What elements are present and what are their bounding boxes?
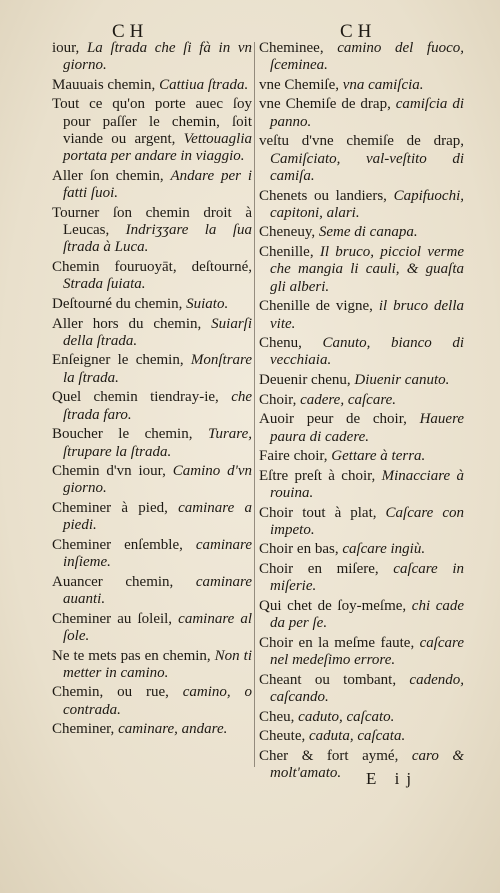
dictionary-entry bbox=[259, 224, 464, 241]
dictionary-entry bbox=[52, 684, 252, 719]
dictionary-entry bbox=[259, 244, 464, 296]
italian-translation: Caſcare con impeto. bbox=[270, 504, 464, 538]
french-term: Deſtourné du chemin, bbox=[52, 295, 183, 312]
italian-translation: Monſtrare la ſtrada. bbox=[63, 352, 252, 386]
french-term: Choir en bas, bbox=[259, 541, 339, 558]
dictionary-entry bbox=[259, 468, 464, 503]
italian-translation: Camino d'vn giorno. bbox=[63, 463, 253, 497]
french-term: Eſtre preſt à choir, bbox=[259, 467, 376, 484]
french-term: Cheminer enſemble, bbox=[52, 536, 183, 553]
italian-translation: camiſcia di panno. bbox=[270, 96, 465, 130]
italian-translation: caro & molt'amato. bbox=[270, 747, 465, 782]
italian-translation: Hauere paura di cadere. bbox=[270, 411, 465, 445]
dictionary-entry bbox=[52, 721, 252, 738]
italian-translation: Suiato. bbox=[186, 295, 229, 312]
dictionary-entry bbox=[259, 635, 464, 670]
italian-translation: caduta, caſcata. bbox=[309, 728, 406, 745]
italian-translation: chi cade da per ſe. bbox=[270, 597, 465, 632]
italian-translation: Minacciare à rouina. bbox=[270, 467, 464, 501]
dictionary-entry bbox=[259, 709, 464, 726]
dictionary-entry bbox=[259, 40, 464, 75]
italian-translation: Gettare à terra. bbox=[331, 448, 426, 465]
french-term: Auoir peur de choir, bbox=[259, 411, 407, 428]
french-term: Faire choir, bbox=[259, 448, 328, 465]
italian-translation: vna camiſcia. bbox=[342, 76, 424, 93]
french-term: Cheminer au ſoleil, bbox=[52, 610, 173, 627]
french-term: Choir, bbox=[259, 391, 297, 408]
dictionary-entry bbox=[52, 77, 252, 94]
french-term: vne Chemiſe, bbox=[259, 76, 339, 93]
italian-translation: Andare per i fatti ſuoi. bbox=[63, 167, 253, 202]
dictionary-entry bbox=[52, 389, 252, 424]
french-term: Choir tout à plat, bbox=[259, 504, 377, 521]
french-term: Choir en miſere, bbox=[259, 561, 379, 578]
dictionary-entry bbox=[259, 672, 464, 707]
french-term: Cheute, bbox=[259, 728, 306, 745]
left-column bbox=[52, 40, 252, 741]
french-term: Choir en la meſme faute, bbox=[259, 634, 415, 651]
dictionary-entry bbox=[52, 648, 252, 683]
italian-translation: camino del fuoco, ſceminea. bbox=[270, 40, 465, 74]
signature-mark: E ij bbox=[366, 769, 419, 788]
italian-translation: il bruco della vite. bbox=[270, 298, 464, 332]
italian-translation: Vettouaglia portata per andare in viaggio. bbox=[63, 131, 252, 165]
italian-translation: Strada ſuiata. bbox=[63, 276, 146, 293]
italian-translation: Canuto, bianco di vecchiaia. bbox=[270, 335, 465, 369]
italian-translation: Il bruco, picciol verme che mangia li cauli, & guaſta gli alberi. bbox=[270, 244, 464, 295]
italian-translation: Turare, ſtrupare la ſtrada. bbox=[63, 426, 252, 460]
dictionary-entry bbox=[259, 188, 464, 223]
dictionary-entry bbox=[52, 426, 252, 461]
dictionary-entry bbox=[259, 505, 464, 540]
dictionary-entry bbox=[52, 296, 252, 313]
french-term: Cheminer à pied, bbox=[52, 499, 168, 516]
italian-translation: cadere, caſcare. bbox=[300, 391, 397, 408]
french-term: Qui chet de ſoy-meſme, bbox=[259, 597, 407, 614]
italian-translation: caſcare in miſerie. bbox=[270, 561, 465, 595]
dictionary-entry bbox=[259, 133, 464, 185]
italian-translation: caminare auanti. bbox=[63, 573, 252, 608]
dictionary-entry bbox=[52, 611, 252, 646]
french-term: Deuenir chenu, bbox=[259, 372, 351, 389]
french-term: Tout ce qu'on porte auec ſoy pour paſſer le chemin, ſoit viande ou argent, bbox=[52, 96, 252, 148]
french-term: Chemin, ou rue, bbox=[52, 684, 169, 701]
dictionary-entry bbox=[52, 168, 252, 203]
french-term: Mauuais chemin, bbox=[52, 76, 156, 93]
french-term: Tourner ſon chemin droit à Leucas, bbox=[52, 204, 252, 239]
french-term: Cheneuy, bbox=[259, 224, 316, 241]
dictionary-entry bbox=[52, 316, 252, 351]
french-term: Chemin d'vn iour, bbox=[52, 463, 166, 480]
dictionary-entry bbox=[52, 205, 252, 257]
dictionary-entry bbox=[52, 96, 252, 165]
dictionary-entry bbox=[52, 537, 252, 572]
right-column bbox=[259, 40, 464, 785]
french-term: Aller hors du chemin, bbox=[52, 315, 202, 332]
french-term: Ne te mets pas en chemin, bbox=[52, 647, 211, 664]
dictionary-entry bbox=[259, 77, 464, 94]
italian-translation: Capifuochi, capitoni, alari. bbox=[270, 187, 464, 221]
dictionary-entry bbox=[259, 448, 464, 465]
dictionary-entry bbox=[52, 352, 252, 387]
french-term: Chemin fouruoyāt, deſtourné, bbox=[52, 259, 252, 276]
italian-translation: caminare al ſole. bbox=[63, 610, 253, 644]
dictionary-entry bbox=[259, 541, 464, 558]
french-term: veſtu d'vne chemiſe de drap, bbox=[259, 133, 464, 150]
french-term: Cher & fort aymé, bbox=[259, 747, 399, 764]
dictionary-entry bbox=[259, 335, 464, 370]
italian-translation: Diuenir canuto. bbox=[354, 372, 450, 389]
italian-translation: Camiſciato, val-veſtito di camiſa. bbox=[270, 150, 464, 184]
dictionary-entry bbox=[259, 411, 464, 446]
italian-translation: che ſtrada faro. bbox=[63, 389, 253, 423]
french-term: Chenille, bbox=[259, 244, 314, 261]
running-head-left: CH bbox=[112, 21, 149, 42]
italian-translation: Suiarſi della ſtrada. bbox=[63, 315, 252, 349]
dictionary-entry bbox=[259, 748, 464, 783]
french-term: iour, bbox=[52, 40, 80, 56]
dictionary-entry bbox=[52, 259, 252, 294]
french-term: Chenille de vigne, bbox=[259, 298, 373, 315]
italian-translation: caſcare nel medeſimo errore. bbox=[270, 634, 464, 669]
french-term: Quel chemin tiendray-ie, bbox=[52, 389, 219, 406]
italian-translation: caminare inſieme. bbox=[63, 536, 252, 571]
dictionary-entry bbox=[259, 561, 464, 596]
dictionary-entry bbox=[259, 372, 464, 389]
dictionary-entry bbox=[52, 40, 252, 75]
running-head-right: CH bbox=[340, 21, 377, 42]
italian-translation: camino, o contrada. bbox=[63, 684, 252, 718]
french-term: Cheu, bbox=[259, 708, 295, 725]
italian-translation: La ſtrada che ſi fà in vn giorno. bbox=[63, 40, 252, 74]
column-divider bbox=[254, 42, 255, 767]
french-term: Enſeigner le chemin, bbox=[52, 352, 184, 369]
dictionary-entry bbox=[259, 598, 464, 633]
french-term: Boucher le chemin, bbox=[52, 426, 193, 443]
italian-translation: Cattiua ſtrada. bbox=[159, 76, 249, 93]
dictionary-entry bbox=[52, 574, 252, 609]
dictionary-entry bbox=[52, 463, 252, 498]
dictionary-entry bbox=[259, 298, 464, 333]
french-term: Auancer chemin, bbox=[52, 573, 174, 590]
italian-translation: caſcare ingiù. bbox=[342, 541, 426, 558]
french-term: vne Chemiſe de drap, bbox=[259, 96, 391, 113]
dictionary-entry bbox=[259, 728, 464, 745]
italian-translation: Non ti metter in camino. bbox=[63, 647, 253, 681]
italian-translation: caduto, caſcato. bbox=[298, 708, 395, 725]
italian-translation: Indriʒʒare la ſua ſtrada à Luca. bbox=[63, 222, 252, 256]
dictionary-entry bbox=[259, 392, 464, 409]
french-term: Cheminer, bbox=[52, 721, 115, 738]
french-term: Cheminee, bbox=[259, 40, 324, 56]
italian-translation: Seme di canapa. bbox=[318, 224, 418, 241]
french-term: Aller ſon chemin, bbox=[52, 167, 164, 184]
dictionary-entry bbox=[52, 500, 252, 535]
italian-translation: caminare a piedi. bbox=[63, 499, 252, 534]
french-term: Chenu, bbox=[259, 335, 302, 352]
french-term: Chenets ou landiers, bbox=[259, 187, 387, 204]
dictionary-entry bbox=[259, 96, 464, 131]
italian-translation: cadendo, caſcando. bbox=[270, 671, 464, 706]
french-term: Cheant ou tombant, bbox=[259, 671, 397, 688]
italian-translation: caminare, andare. bbox=[118, 721, 228, 738]
